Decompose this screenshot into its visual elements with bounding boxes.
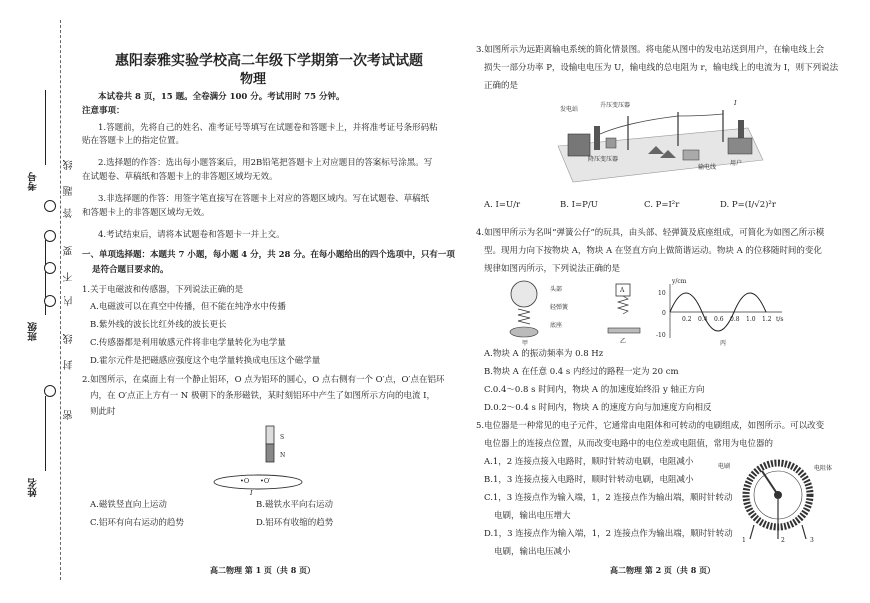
q2-stem-line: 内，在 O′点正上方有一 N 极朝下的条形磁铁，某时刻铝环中产生了如图所示方向的电流 I， [90,391,436,401]
q3-stem-line: 3.如图所示为远距离输电系统的简化情景图。将电能从图中的发电站送到用户，在输电线上会 [476,45,825,55]
label-resistor: 电阻体 [814,465,833,472]
label-yi: 乙 [620,338,627,345]
label-step-down: 降压变压器 [588,156,619,163]
binding-hole [44,200,56,212]
label-brush: 电刷 [718,463,731,470]
x-tick: 1.2 [762,316,772,323]
note-line: 4.考试结束后，请将本试题卷和答题卡一并上交。 [98,230,285,240]
note-line: 3.非选择题的作答：用签字笔直接写在答题卡上对应的答题区域内。写在试题卷、草稿纸 [98,194,430,204]
binding-hole [44,262,56,274]
q2-option-d: D.铝环有收缩的趋势 [256,518,334,528]
q2-option-c: C.铝环有向右运动的趋势 [90,518,184,528]
q4-figure-jia [500,276,590,346]
exam-number-field[interactable] [45,90,46,165]
terminal-3 [802,525,806,539]
note-line: 贴在答题卡上的指定位置。 [82,136,185,146]
x-tick: 1.0 [746,316,756,323]
label-terminal-3: 3 [810,537,814,544]
q5-option-d-cont: 电刷，输出电压减小 [494,547,571,557]
note-line: 2.选择题的作答：选出每小题答案后，用2B铅笔把答题卡上对应题目的答案标号涂黑。写 [98,158,433,168]
label-class: 班级 [28,322,39,341]
point-o-prime-label: •O′ [260,477,271,485]
transmission-line [600,114,723,134]
label-step-up: 升压变压器 [600,102,631,109]
label-base: 底座 [550,322,563,329]
magnet-ring-diagram [200,420,320,500]
q5-figure [718,455,838,545]
power-station [568,134,590,156]
q5-option-b: B.1，3 连接点接入电路时，顺时针转动电刷，电阻减小 [484,475,694,485]
subject-title: 物理 [240,72,267,87]
binding-mark: 密 [64,410,75,420]
label-block-a: A [620,287,625,294]
q1-option-c: C.传感器都是利用敏感元件将非电学量转化为电学量 [90,338,286,348]
q2-option-a: A.磁铁竖直向上运动 [90,500,167,510]
label-user: 用户 [730,160,743,167]
q5-option-c-cont: 电刷，输出电压增大 [494,511,571,521]
q5-option-c: C.1，3 连接点作为输入端，1，2 连接点作为输出端，顺时针转动 [484,493,733,503]
binding-hole [44,230,56,242]
label-terminal-2: 2 [781,537,785,544]
label-power-station: 发电站 [560,106,579,113]
label-name: 姓名 [28,478,39,497]
q4-option-d: D.0.2～0.4 s 时间内，物块 A 的速度方向与加速度方向相反 [484,403,712,413]
binding-mark: 内 [64,296,75,306]
magnet-s-pole [266,426,274,444]
toy-head [511,281,537,307]
q4-option-b: B.物块 A 在任意 0.4 s 内经过的路程一定为 20 cm [484,367,679,377]
q2-option-b: B.磁铁水平向右运动 [256,500,333,510]
q5-stem-line: 电位器上的连接点位置，从而改变电路中的电位差或电阻值，常用为电位器的 [484,439,774,449]
notes-title: 注意事项： [82,106,125,116]
binding-mark: 题 [64,186,75,196]
q3-figure [548,98,768,194]
model-spring [618,296,628,314]
aluminum-ring [214,475,302,489]
terminal-1 [750,525,754,539]
q2-stem-line: 则此时 [90,407,116,417]
note-line: 在试题卷、草稿纸和答题卡上的非答题区域均无效。 [82,172,278,182]
magnet-n-pole [266,444,274,462]
q4-option-a: A.物块 A 的振动频率为 0.8 Hz [484,349,604,359]
q3-option-b: B. I=P/U [560,200,598,210]
model-base [608,328,640,333]
q4-stem-line: 4.如图甲所示为名叫“弹簧公仔”的玩具，由头部、轻弹簧及底座组成，可简化为如图乙所示模 [476,228,825,238]
page-footer-right: 高二物理 第 2 页（共 8 页） [610,565,716,575]
point-o-label: •O [240,477,250,485]
label-spring: 轻弹簧 [550,304,569,311]
label-current-i: I [734,99,737,107]
station-chimney [594,126,600,150]
q5-option-a: A.1，2 连接点接入电路时，顺时针转动电刷，电阻减小 [484,457,694,467]
x-tick: 0.8 [730,316,740,323]
q4-figure-yi [600,282,650,346]
q4-figure-bing [658,278,788,350]
x-tick: 0.2 [682,316,692,323]
page-footer-left: 高二物理 第 1 页（共 8 页） [210,565,316,575]
y-tick: 10 [658,290,666,297]
label-terminal-1: 1 [742,537,746,544]
q3-option-c: C. P=I²r [644,200,680,210]
q4-stem-line: 规律如图丙所示，下列说法正确的是 [484,264,621,274]
q4-stem-line: 型。现用力向下按物块 A，物块 A 在竖直方向上做简谐运动。物块 A 的位移随时间的变化 [484,246,822,256]
label-head: 头部 [550,286,563,293]
step-up-transformer [606,138,616,148]
q1-stem: 1.关于电磁波和传感器，下列说法正确的是 [82,285,244,295]
binding-mark: 线 [64,334,75,344]
q4-option-c: C.0.4～0.8 s 时间内，物块 A 的加速度始终沿 y 轴正方向 [484,385,705,395]
q3-stem-line: 正确的是 [484,81,519,91]
label-bing: 丙 [720,340,727,347]
section-heading: 一、单项选择题：本题共 7 小题，每小题 4 分，共 28 分。在每小题给出的四个选项中，只有一项 [82,250,455,260]
q3-option-a: A. I=U/r [484,200,521,210]
current-i-label: I [250,489,253,497]
binding-mark: 答 [64,208,75,218]
binding-mark: 不 [64,272,75,282]
binding-hole [44,385,56,397]
binding-mark: 线 [64,160,75,170]
exam-info: 本试卷共 8 页，15 题。全卷满分 100 分。考试用时 75 分钟。 [98,92,345,102]
x-axis-label: t/s [776,316,784,323]
q1-option-d: D.霍尔元件是把磁感应强度这个电学量转换成电压这个磁学量 [90,356,321,366]
label-jia: 甲 [522,340,529,347]
factory [728,138,752,154]
binding-strip [0,0,75,603]
binding-hole [44,295,56,307]
note-line: 1.答题前，先将自己的姓名、准考证号等填写在试题卷和答题卡上，并将准考证号条形码粘 [98,123,438,133]
toy-spring [518,309,530,324]
q2-figure [200,420,320,500]
spring-toy-drawing [500,276,590,346]
power-transmission-diagram [548,98,768,194]
y-tick: 0 [662,310,666,317]
q3-stem-line: 损失一部分功率 P，设输电电压为 U，输电线的总电阻为 r，输电线上的电流为 I，则下列说法 [484,63,839,73]
q1-option-b: B.紫外线的波长比红外线的波长更长 [90,320,227,330]
q1-option-a: A.电磁波可以在真空中传播，但不能在纯净水中传播 [90,302,286,312]
magnet-s-label: S [280,434,285,441]
y-axis-label: y/cm [672,278,687,285]
q3-option-d: D. P=(I/√2)²r [720,200,776,210]
label-transmission-line: 输电线 [698,164,717,171]
section-heading-cont: 是符合题目要求的。 [92,265,169,275]
binding-dashed-line [60,20,61,580]
exam-title: 惠阳泰雅实验学校高二年级下学期第一次考试试题 [115,53,423,69]
q5-option-d: D.1，3 连接点作为输入端，1，2 连接点作为输出端，顺时针转动 [484,529,733,539]
label-exam-number: 考号 [28,172,39,191]
x-tick: 0.4 [698,316,708,323]
binding-mark: 要 [64,246,75,256]
q5-stem-line: 5.电位器是一种常见的电子元件，它通常由电阻体和可转动的电刷组成，如图所示。可以改变 [476,421,825,431]
toy-base [510,327,538,337]
note-line: 和答题卡上的非答题区域均无效。 [82,208,210,218]
y-tick: -10 [656,332,666,339]
name-field[interactable] [45,396,46,471]
step-down-transformer [683,150,699,160]
q2-stem-line: 2.如图所示，在桌面上有一个静止铝环，O 点为铝环的圆心，O 点右侧有一个 O′点，O′点在铝环 [82,375,445,385]
binding-mark: 封 [64,360,75,370]
magnet-n-label: N [280,452,286,459]
x-tick: 0.6 [714,316,724,323]
